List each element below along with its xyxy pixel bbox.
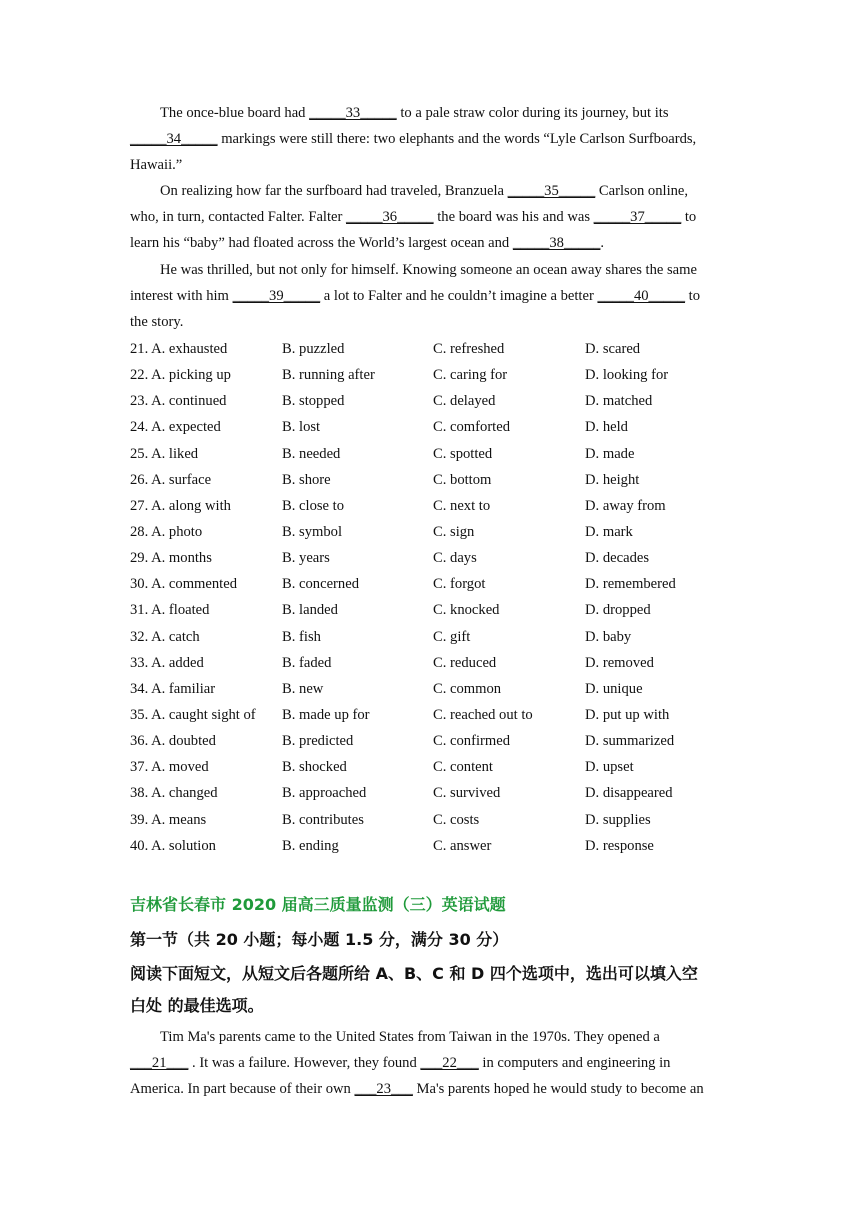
option-b: B. ending: [282, 837, 339, 854]
text: . It was a failure. However, they found: [188, 1055, 421, 1072]
question-row: [130, 467, 750, 493]
text-line: [130, 1050, 740, 1076]
option-d: D. response: [585, 837, 654, 854]
option-a: 39. A. means: [130, 811, 207, 828]
question-row: [130, 702, 750, 728]
option-b: B. stopped: [282, 393, 345, 410]
text: a lot to Falter and he couldn’t imagine a better: [320, 288, 598, 305]
options-list: [130, 336, 750, 859]
blank-35: _____35_____: [507, 183, 596, 199]
text-line: [130, 309, 730, 335]
blank-33: _____33_____: [309, 105, 397, 121]
option-c: C. knocked: [433, 602, 500, 619]
text-line: [130, 100, 730, 126]
text-line: [130, 230, 730, 256]
blank-23: ___23___: [354, 1081, 413, 1098]
text-line: [130, 126, 730, 152]
text-line: [130, 204, 730, 230]
question-row: [130, 780, 750, 806]
text-line: [130, 178, 730, 204]
option-a: 26. A. surface: [130, 471, 212, 488]
blank-39: _____39_____: [232, 288, 321, 305]
option-a: 35. A. caught sight of: [130, 706, 256, 723]
option-d: D. held: [585, 419, 628, 436]
option-b: B. puzzled: [282, 341, 345, 357]
paragraph-1: [130, 100, 730, 179]
question-row: [130, 676, 750, 702]
option-c: C. gift: [433, 628, 471, 645]
option-c: C. bottom: [433, 471, 492, 488]
question-row: [130, 571, 750, 597]
text: the board was his and was: [433, 209, 594, 226]
option-b: B. symbol: [282, 523, 343, 540]
instruction-line: 白处 的最佳选项。: [130, 996, 264, 1015]
text: markings were still there: two elephants and the words “Lyle Carlson Surfboards,: [217, 131, 697, 148]
option-c: C. sign: [433, 523, 475, 540]
question-row: [130, 336, 750, 362]
option-a: 29. A. months: [130, 550, 212, 567]
option-c: C. days: [433, 550, 477, 567]
text: America. In part because of their own: [130, 1081, 355, 1098]
option-d: D. mark: [585, 523, 633, 540]
text: the story.: [130, 314, 184, 331]
option-d: D. put up with: [585, 706, 670, 723]
option-a: 32. A. catch: [130, 628, 200, 645]
question-row: [130, 624, 750, 650]
option-c: C. next to: [433, 497, 491, 514]
option-d: D. remembered: [585, 576, 676, 593]
option-b: B. landed: [282, 602, 338, 619]
text: The once-blue board had: [160, 105, 310, 121]
section-instructions: [130, 958, 740, 1022]
paragraph-3: [130, 257, 730, 336]
question-row: [130, 754, 750, 780]
option-c: C. forgot: [433, 576, 486, 593]
option-b: B. running after: [282, 367, 375, 384]
option-d: D. summarized: [585, 733, 675, 750]
option-a: 40. A. solution: [130, 837, 216, 854]
text: in computers and engineering in: [478, 1055, 671, 1072]
text: Tim Ma's parents came to the United States from Taiwan in the 1970s. They opened a: [160, 1029, 660, 1045]
question-row: [130, 545, 750, 571]
option-a: 34. A. familiar: [130, 680, 216, 697]
option-b: B. shore: [282, 471, 331, 488]
option-a: 23. A. continued: [130, 393, 227, 410]
option-a: 21. A. exhausted: [130, 341, 228, 357]
option-a: 38. A. changed: [130, 785, 218, 802]
option-c: C. confirmed: [433, 733, 511, 750]
question-row: [130, 833, 750, 859]
text: Hawaii.”: [130, 157, 183, 174]
option-d: D. decades: [585, 550, 650, 567]
option-a: 30. A. commented: [130, 576, 238, 593]
option-d: D. disappeared: [585, 785, 673, 802]
blank-40: _____40_____: [597, 288, 686, 305]
question-row: [130, 441, 750, 467]
question-row: [130, 414, 750, 440]
text-line: [130, 283, 730, 309]
option-c: C. content: [433, 759, 493, 776]
option-a: 37. A. moved: [130, 759, 209, 776]
option-b: B. made up for: [282, 706, 370, 723]
option-c: C. caring for: [433, 367, 508, 384]
option-d: D. baby: [585, 628, 632, 645]
option-d: D. dropped: [585, 602, 651, 619]
option-a: 25. A. liked: [130, 445, 199, 462]
blank-37: _____37_____: [593, 209, 682, 226]
passage-bottom: [130, 1024, 740, 1103]
text: to: [681, 209, 697, 226]
option-c: C. answer: [433, 837, 492, 854]
option-c: C. costs: [433, 811, 480, 828]
option-c: C. delayed: [433, 393, 496, 410]
question-row: [130, 807, 750, 833]
text-line: [130, 257, 730, 283]
text: to a pale straw color during its journey, but its: [396, 105, 669, 121]
option-c: C. reached out to: [433, 706, 533, 723]
question-row: [130, 493, 750, 519]
option-c: C. refreshed: [433, 341, 505, 357]
blank-38: _____38_____: [512, 235, 601, 252]
text-line: [130, 1076, 740, 1102]
text: Ma's parents hoped he would study to become an: [412, 1081, 704, 1098]
question-row: [130, 362, 750, 388]
text: learn his “baby” had floated across the World’s largest ocean and: [130, 235, 513, 252]
question-row: [130, 728, 750, 754]
paragraph-2: [130, 178, 730, 257]
option-b: B. faded: [282, 654, 332, 671]
option-b: B. concerned: [282, 576, 359, 593]
question-row: [130, 388, 750, 414]
option-d: D. away from: [585, 497, 666, 514]
option-b: B. needed: [282, 445, 341, 462]
blank-36: _____36_____: [346, 209, 434, 226]
option-a: 27. A. along with: [130, 497, 231, 514]
text-line: [130, 1024, 740, 1050]
option-c: C. spotted: [433, 445, 493, 462]
option-c: C. comforted: [433, 419, 511, 436]
blank-22: ___22___: [420, 1055, 479, 1072]
option-d: D. scared: [585, 341, 641, 357]
option-b: B. lost: [282, 419, 321, 436]
question-row: [130, 650, 750, 676]
option-a: 28. A. photo: [130, 523, 203, 540]
instruction-line: 阅读下面短文，从短文后各题所给 A、B、C 和 D 四个选项中，选出可以填入空: [130, 964, 698, 983]
option-b: B. predicted: [282, 733, 354, 750]
option-c: C. reduced: [433, 654, 497, 671]
text: Carlson online,: [595, 183, 689, 199]
text: He was thrilled, but not only for himself. Knowing someone an ocean away shares the same: [160, 262, 697, 278]
section-title: 吉林省长春市 2020 届高三质量监测（三）英语试题: [130, 895, 506, 914]
option-b: B. approached: [282, 785, 367, 802]
option-b: B. years: [282, 550, 330, 567]
option-c: C. survived: [433, 785, 501, 802]
option-d: D. made: [585, 445, 635, 462]
question-row: [130, 519, 750, 545]
text: interest with him: [130, 288, 233, 305]
question-row: [130, 597, 750, 623]
option-d: D. upset: [585, 759, 634, 776]
option-b: B. close to: [282, 497, 345, 514]
option-d: D. unique: [585, 680, 643, 697]
blank-34: _____34_____: [130, 131, 218, 148]
option-d: D. height: [585, 471, 640, 488]
option-b: B. fish: [282, 628, 321, 645]
text-line: [130, 152, 730, 178]
option-d: D. looking for: [585, 367, 669, 384]
option-b: B. contributes: [282, 811, 364, 828]
option-a: 36. A. doubted: [130, 733, 216, 750]
option-a: 24. A. expected: [130, 419, 221, 436]
text: On realizing how far the surfboard had traveled, Branzuela: [160, 183, 508, 199]
option-d: D. removed: [585, 654, 654, 671]
section-subtitle: 第一节（共 20 小题；每小题 1.5 分，满分 30 分）: [130, 930, 509, 949]
option-d: D. matched: [585, 393, 653, 410]
text: who, in turn, contacted Falter. Falter: [130, 209, 347, 226]
option-a: 22. A. picking up: [130, 367, 231, 384]
text: to: [685, 288, 701, 305]
text: .: [600, 235, 605, 252]
option-b: B. new: [282, 680, 324, 697]
blank-21: ___21___: [130, 1055, 189, 1072]
option-a: 33. A. added: [130, 654, 204, 671]
option-c: C. common: [433, 680, 502, 697]
option-b: B. shocked: [282, 759, 347, 776]
option-d: D. supplies: [585, 811, 651, 828]
option-a: 31. A. floated: [130, 602, 210, 619]
